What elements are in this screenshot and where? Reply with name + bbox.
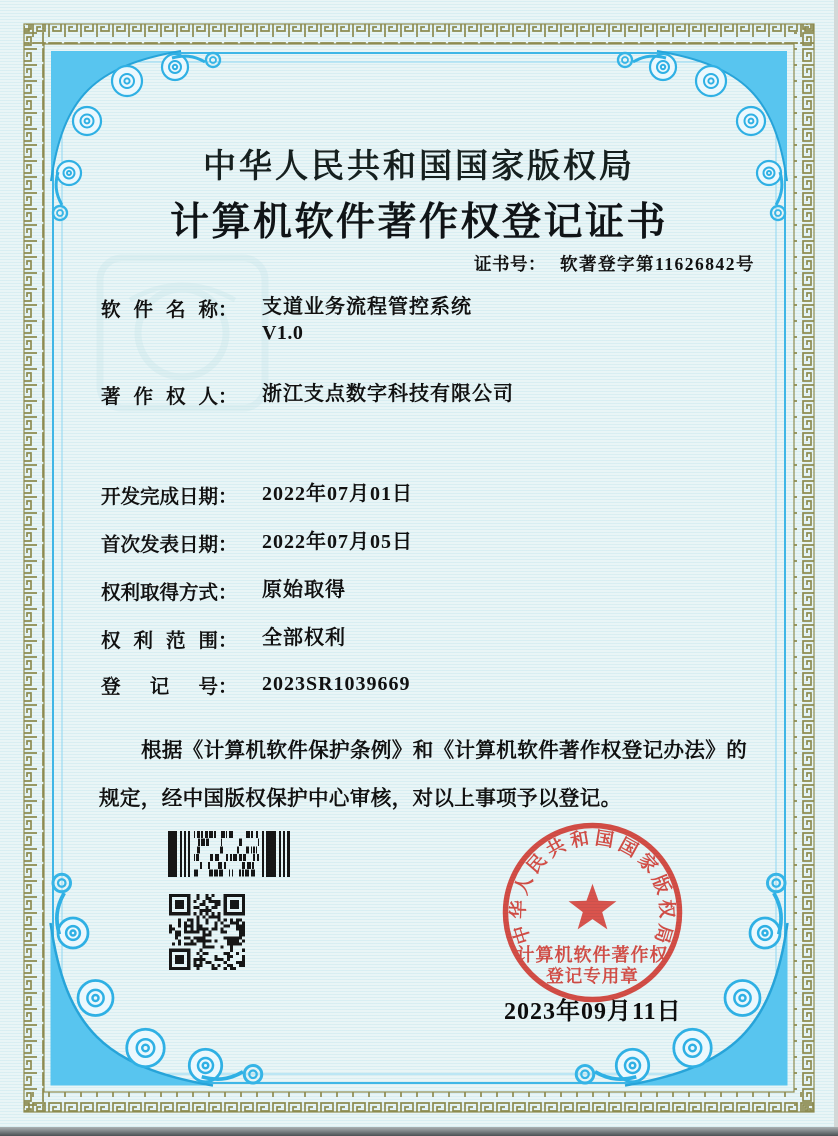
field-row-copyright-owner <box>101 381 514 409</box>
scan-edge-bottom <box>0 1127 838 1136</box>
meander-band <box>24 24 814 1112</box>
official-seal <box>500 820 685 1005</box>
field-label: 软件名称 <box>101 299 218 321</box>
field-row-dev-complete-date <box>101 481 413 509</box>
field-label: 开发完成日期 <box>101 486 219 508</box>
field-value: 2022年07月01日 <box>261 483 413 505</box>
registration-statement <box>99 727 755 823</box>
field-label: 权利取得方式 <box>101 582 219 604</box>
stacked-2d-barcode-icon <box>168 831 290 877</box>
red-star-icon <box>569 884 617 930</box>
scan-edge-right <box>834 0 838 1136</box>
field-row-rights-acquisition <box>101 577 346 605</box>
field-label: 首次发表日期 <box>101 534 219 556</box>
certificate-number-value: 软著登字第11626842号 <box>559 254 755 274</box>
field-value: 支道业务流程管控系统 V1.0 <box>261 296 472 344</box>
certificate-number-label: 证书号： <box>473 254 546 274</box>
field-colon: ： <box>218 486 238 508</box>
qr-code-icon <box>168 894 246 970</box>
field-label: 权利范围 <box>101 630 218 652</box>
field-colon: ： <box>218 676 238 698</box>
issue-date: 2023年09月11日 <box>504 999 682 1025</box>
field-row-first-publish-date <box>101 529 413 557</box>
field-colon: ： <box>218 386 238 408</box>
issuing-authority: 中华人民共和国国家版权局 <box>203 149 635 185</box>
seal-inner-line1: 计算机软件著作权 <box>516 945 669 965</box>
field-value: 原始取得 <box>261 579 346 601</box>
field-value: 2022年07月05日 <box>261 531 413 553</box>
seal-inner-line2: 登记专用章 <box>546 966 639 986</box>
field-value: 全部权利 <box>261 627 346 649</box>
field-value: 2023SR1039669 <box>261 673 411 695</box>
field-row-registration-number <box>101 671 411 699</box>
certificate-number <box>474 251 755 276</box>
field-label: 著作权人 <box>101 386 218 408</box>
field-value: 浙江支点数字科技有限公司 <box>261 383 514 405</box>
statement-line-2: 规定，经中国版权保护中心审核，对以上事项予以登记。 <box>99 787 622 810</box>
field-row-software-name <box>101 294 472 346</box>
field-colon: ： <box>218 630 238 652</box>
statement-line-1: 根据《计算机软件保护条例》和《计算机软件著作权登记办法》的 <box>141 739 748 762</box>
field-row-rights-scope <box>101 625 346 653</box>
field-colon: ： <box>218 534 238 556</box>
field-colon: ： <box>218 299 238 321</box>
field-colon: ： <box>218 582 238 604</box>
field-value-line2: V1.0 <box>261 322 304 344</box>
certificate-title: 计算机软件著作权登记证书 <box>169 201 668 244</box>
seal-ring-text: 中华人民共和国国家版权局 <box>507 827 678 947</box>
field-label: 登记号 <box>101 676 218 698</box>
